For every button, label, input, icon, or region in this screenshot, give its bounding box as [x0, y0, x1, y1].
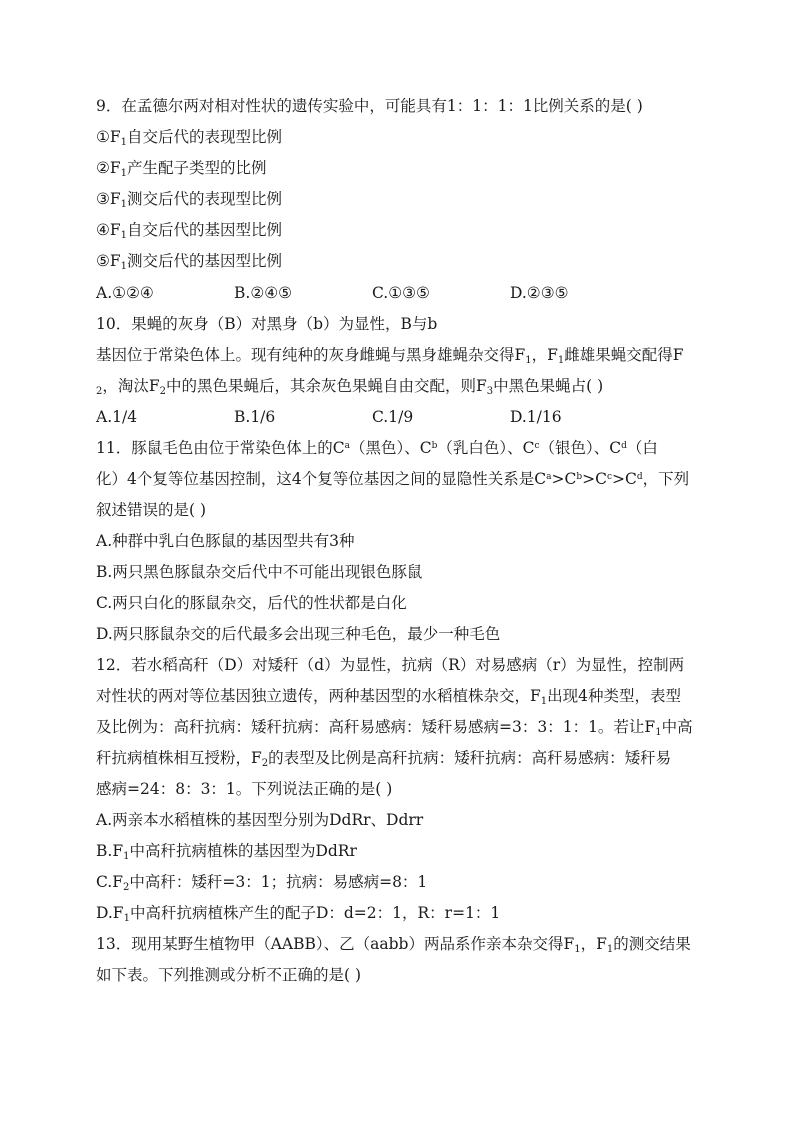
question-11-line-2: 化）4个复等位基因控制，这4个复等位基因之间的显隐性关系是$C^a>C^b>C^c>C^d$，下列 [96, 470, 690, 488]
option-b: B.②④⑤ [234, 284, 293, 302]
question-12-option-a: A.两亲本水稻植株的基因型分别为DdRr、Ddrr [96, 811, 424, 829]
question-10-line-2: 基因位于常染色体上。现有纯种的灰身雌蝇与黑身雄蝇杂交得$F_1$，$F_1$雌雄果蝇交配得F [96, 346, 684, 366]
question-12-line-4: 秆抗病植株相互授粉，$F_2$的表型及比例是高秆抗病：矮秆抗病：高秆易感病：矮秆易 [96, 749, 672, 769]
option-c: C.1/9 [372, 408, 414, 426]
option-d: D.②③⑤ [510, 284, 569, 302]
question-9-item-3: $③F_1$测交后代的表现型比例 [96, 190, 283, 210]
question-11-option-d: D.两只豚鼠杂交的后代最多会出现三种毛色，最少一种毛色 [96, 625, 501, 643]
question-9-stem: 9．在孟德尔两对相对性状的遗传实验中，可能具有1：1：1：1比例关系的是( ) [96, 97, 643, 115]
option-d: D.1/16 [510, 408, 562, 426]
question-11-option-a: A.种群中乳白色豚鼠的基因型共有3种 [96, 532, 355, 550]
question-11-option-b: B.两只黑色豚鼠杂交后代中不可能出现银色豚鼠 [96, 563, 423, 581]
question-12-option-c: $C.F_2$中高秆：矮秆=3：1；抗病：易感病=8：1 [96, 873, 428, 893]
question-10-line-1: 10．果蝇的灰身（B）对黑身（b）为显性，B与b [96, 315, 438, 333]
question-11-option-c: C.两只白化的豚鼠杂交，后代的性状都是白化 [96, 594, 407, 612]
option-b: B.1/6 [234, 408, 276, 426]
question-12-line-2: 对性状的两对等位基因独立遗传，两种基因型的水稻植株杂交，$F_1$出现4种类型，表型 [96, 687, 682, 707]
question-12-line-5: 感病=24：8：3：1。下列说法正确的是( ) [96, 780, 393, 798]
question-13-line-2: 如下表。下列推测或分析不正确的是( ) [96, 966, 362, 984]
question-10-line-3: $_2$，淘汰$F_2$中的黑色果蝇后，其余灰色果蝇自由交配，则$F_3$中黑色果蝇占( ) [96, 377, 604, 397]
option-a: A.①②④ [96, 284, 154, 302]
question-9-item-4: $④F_1$自交后代的基因型比例 [96, 221, 283, 241]
option-c: C.①③⑤ [372, 284, 430, 302]
question-9-options [96, 283, 656, 303]
question-10-options [96, 407, 656, 427]
question-11-line-3: 叙述错误的是( ) [96, 501, 207, 519]
question-9-item-5: $⑤F_1$测交后代的基因型比例 [96, 252, 283, 272]
question-12-option-b: $B.F_1$中高秆抗病植株的基因型为DdRr [96, 842, 357, 862]
question-13-line-1: 13．现用某野生植物甲（AABB）、乙（aabb）两品系作亲本杂交得$F_1$，$F_1$的测交结果 [96, 935, 691, 955]
question-12-line-3: 及比例为：高秆抗病：矮秆抗病：高秆易感病：矮秆易感病=3：3：1：1。若让$F_1$中高 [96, 718, 693, 738]
option-a: A.1/4 [96, 408, 138, 426]
question-12-option-d: $D.F_1$中高秆抗病植株产生的配子D：d=2：1，R：r=1：1 [96, 904, 501, 924]
question-12-line-1: 12．若水稻高秆（D）对矮秆（d）为显性，抗病（R）对易感病（r）为显性，控制两 [96, 656, 685, 674]
question-9-item-1: $①F_1$自交后代的表现型比例 [96, 128, 283, 148]
question-11-line-1: 11．豚鼠毛色由位于常染色体上的$C^a$（黑色）、$C^b$（乳白色）、$C^c$（银色）、$C^d$（白 [96, 439, 658, 457]
question-9-item-2: $②F_1$产生配子类型的比例 [96, 159, 267, 179]
